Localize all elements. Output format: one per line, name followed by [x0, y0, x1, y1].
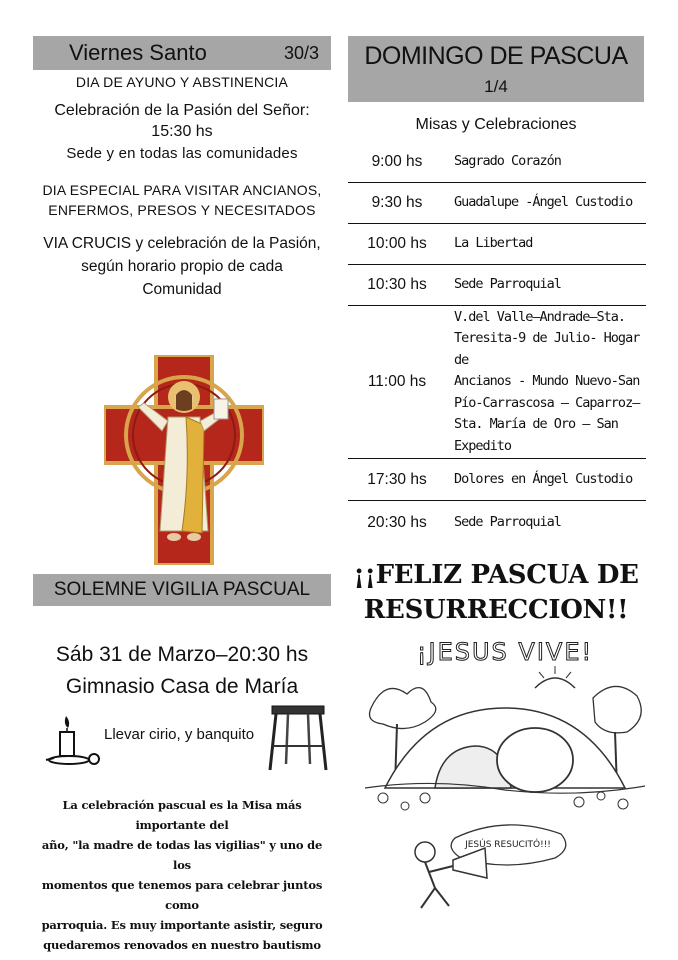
mass-place-line: Expedito: [454, 437, 512, 454]
vigilia-paragraph: [33, 795, 331, 955]
vigilia-pascual-banner: [33, 574, 331, 606]
mass-time: 9:30 hs: [348, 182, 446, 223]
viernes-santo-banner: [33, 36, 331, 70]
table-row: [348, 459, 646, 501]
mass-place: [446, 223, 646, 264]
vigilia-pascual-title: SOLEMNE VIGILIA PASCUAL: [53, 579, 311, 600]
mass-time: 17:30 hs: [348, 459, 446, 501]
celebracion-hora: 15:30 hs: [151, 123, 213, 140]
mass-time: 10:00 hs: [348, 223, 446, 264]
sede-text: Sede y en todas las comunidades: [66, 145, 298, 162]
mass-time: 9:00 hs: [348, 142, 446, 182]
domingo-pascua-title: DOMINGO DE PASCUA: [364, 42, 628, 70]
mass-place-line: Sede Parroquial: [454, 514, 561, 530]
via-crucis-block: [33, 232, 331, 301]
mass-place-line: Sta. María de Oro – San: [454, 416, 618, 432]
table-row: [348, 182, 646, 223]
mass-place-line: Ancianos - Mundo Nuevo-San: [454, 373, 640, 389]
empty-tomb-illustration: [365, 638, 645, 928]
paragraph-line: año, "la madre de todas las vigilias" y uno de los: [41, 838, 323, 872]
via-crucis-line: Comunidad: [142, 281, 222, 298]
mass-place-line: Sede Parroquial: [454, 275, 561, 292]
left-column: [33, 36, 331, 301]
paragraph-line: quedaremos renovados en nuestro bautismo: [43, 938, 321, 952]
mass-place-line: V.del Valle–Andrade–Sta.: [454, 308, 626, 325]
table-row: [348, 223, 646, 264]
dia-especial-line: DIA ESPECIAL PARA VISITAR ANCIANOS,: [42, 182, 322, 198]
cross-jesus-illustration: [104, 355, 264, 565]
vigilia-details: [33, 639, 331, 703]
ayuno-text: DIA DE AYUNO Y ABSTINENCIA: [75, 74, 289, 90]
mass-schedule-table: [348, 142, 646, 545]
mass-time: 20:30 hs: [367, 513, 427, 531]
paragraph-line: parroquia. Es muy importante asistir, seguro: [41, 918, 323, 932]
domingo-pascua-banner: [348, 36, 644, 102]
table-row: [348, 305, 646, 459]
viernes-santo-title: Viernes Santo: [69, 40, 207, 65]
celebracion-title: Celebración de la Pasión del Señor:: [54, 102, 310, 119]
mass-place: [446, 501, 646, 545]
paragraph-line: momentos que tenemos para celebrar juntos como: [41, 878, 323, 912]
viernes-santo-date: 30/3: [283, 42, 319, 63]
table-row: [348, 142, 646, 182]
dia-especial-line: ENFERMOS, PRESOS Y NECESITADOS: [48, 202, 316, 218]
jesus-vive-text: ¡JESUS VIVE!: [416, 638, 594, 666]
dia-especial-block: [33, 180, 331, 220]
domingo-pascua-date: 1/4: [484, 77, 508, 96]
table-row: [348, 501, 646, 545]
table-row: [348, 264, 646, 305]
mass-time: 11:00 hs: [348, 305, 446, 459]
mass-place-line: Teresita-9 de Julio- Hogar de: [454, 330, 640, 368]
mass-place: [446, 264, 646, 305]
mass-place-line: Sagrado Corazón: [454, 153, 561, 169]
via-crucis-line: según horario propio de cada: [81, 258, 283, 275]
mass-place: [446, 182, 646, 223]
mass-place: [446, 305, 646, 459]
candle-icon: [44, 712, 100, 768]
vigilia-location: Gimnasio Casa de María: [65, 675, 299, 698]
via-crucis-line: VIA CRUCIS y celebración de la Pasión,: [43, 235, 321, 252]
mass-place-line: Pío-Carrascosa – Caparroz–: [454, 394, 640, 411]
mass-place: [446, 459, 646, 501]
misas-title: Misas y Celebraciones: [415, 116, 577, 133]
jesus-resucito-text: JESÚS RESUCITÓ!!!: [465, 840, 551, 850]
mass-place: [446, 142, 646, 182]
llevar-text: Llevar cirio, y banquito: [104, 726, 255, 743]
feliz-line: ¡¡FELIZ PASCUA DE: [353, 560, 639, 590]
mass-place-line: La Libertad: [454, 234, 533, 251]
vigilia-date-time: Sáb 31 de Marzo–20:30 hs: [55, 643, 309, 666]
right-column: [348, 36, 644, 545]
feliz-line: RESURRECCION!!: [363, 595, 629, 625]
celebracion-block: [33, 100, 331, 142]
mass-place-line: Guadalupe -Ángel Custodio: [454, 193, 633, 210]
mass-time: 10:30 hs: [348, 264, 446, 305]
feliz-pascua-heading: [348, 558, 644, 628]
stool-icon: [266, 704, 330, 772]
mass-place-line: Dolores en Ángel Custodio: [454, 470, 633, 487]
paragraph-line: La celebración pascual es la Misa más importante del: [62, 798, 302, 832]
